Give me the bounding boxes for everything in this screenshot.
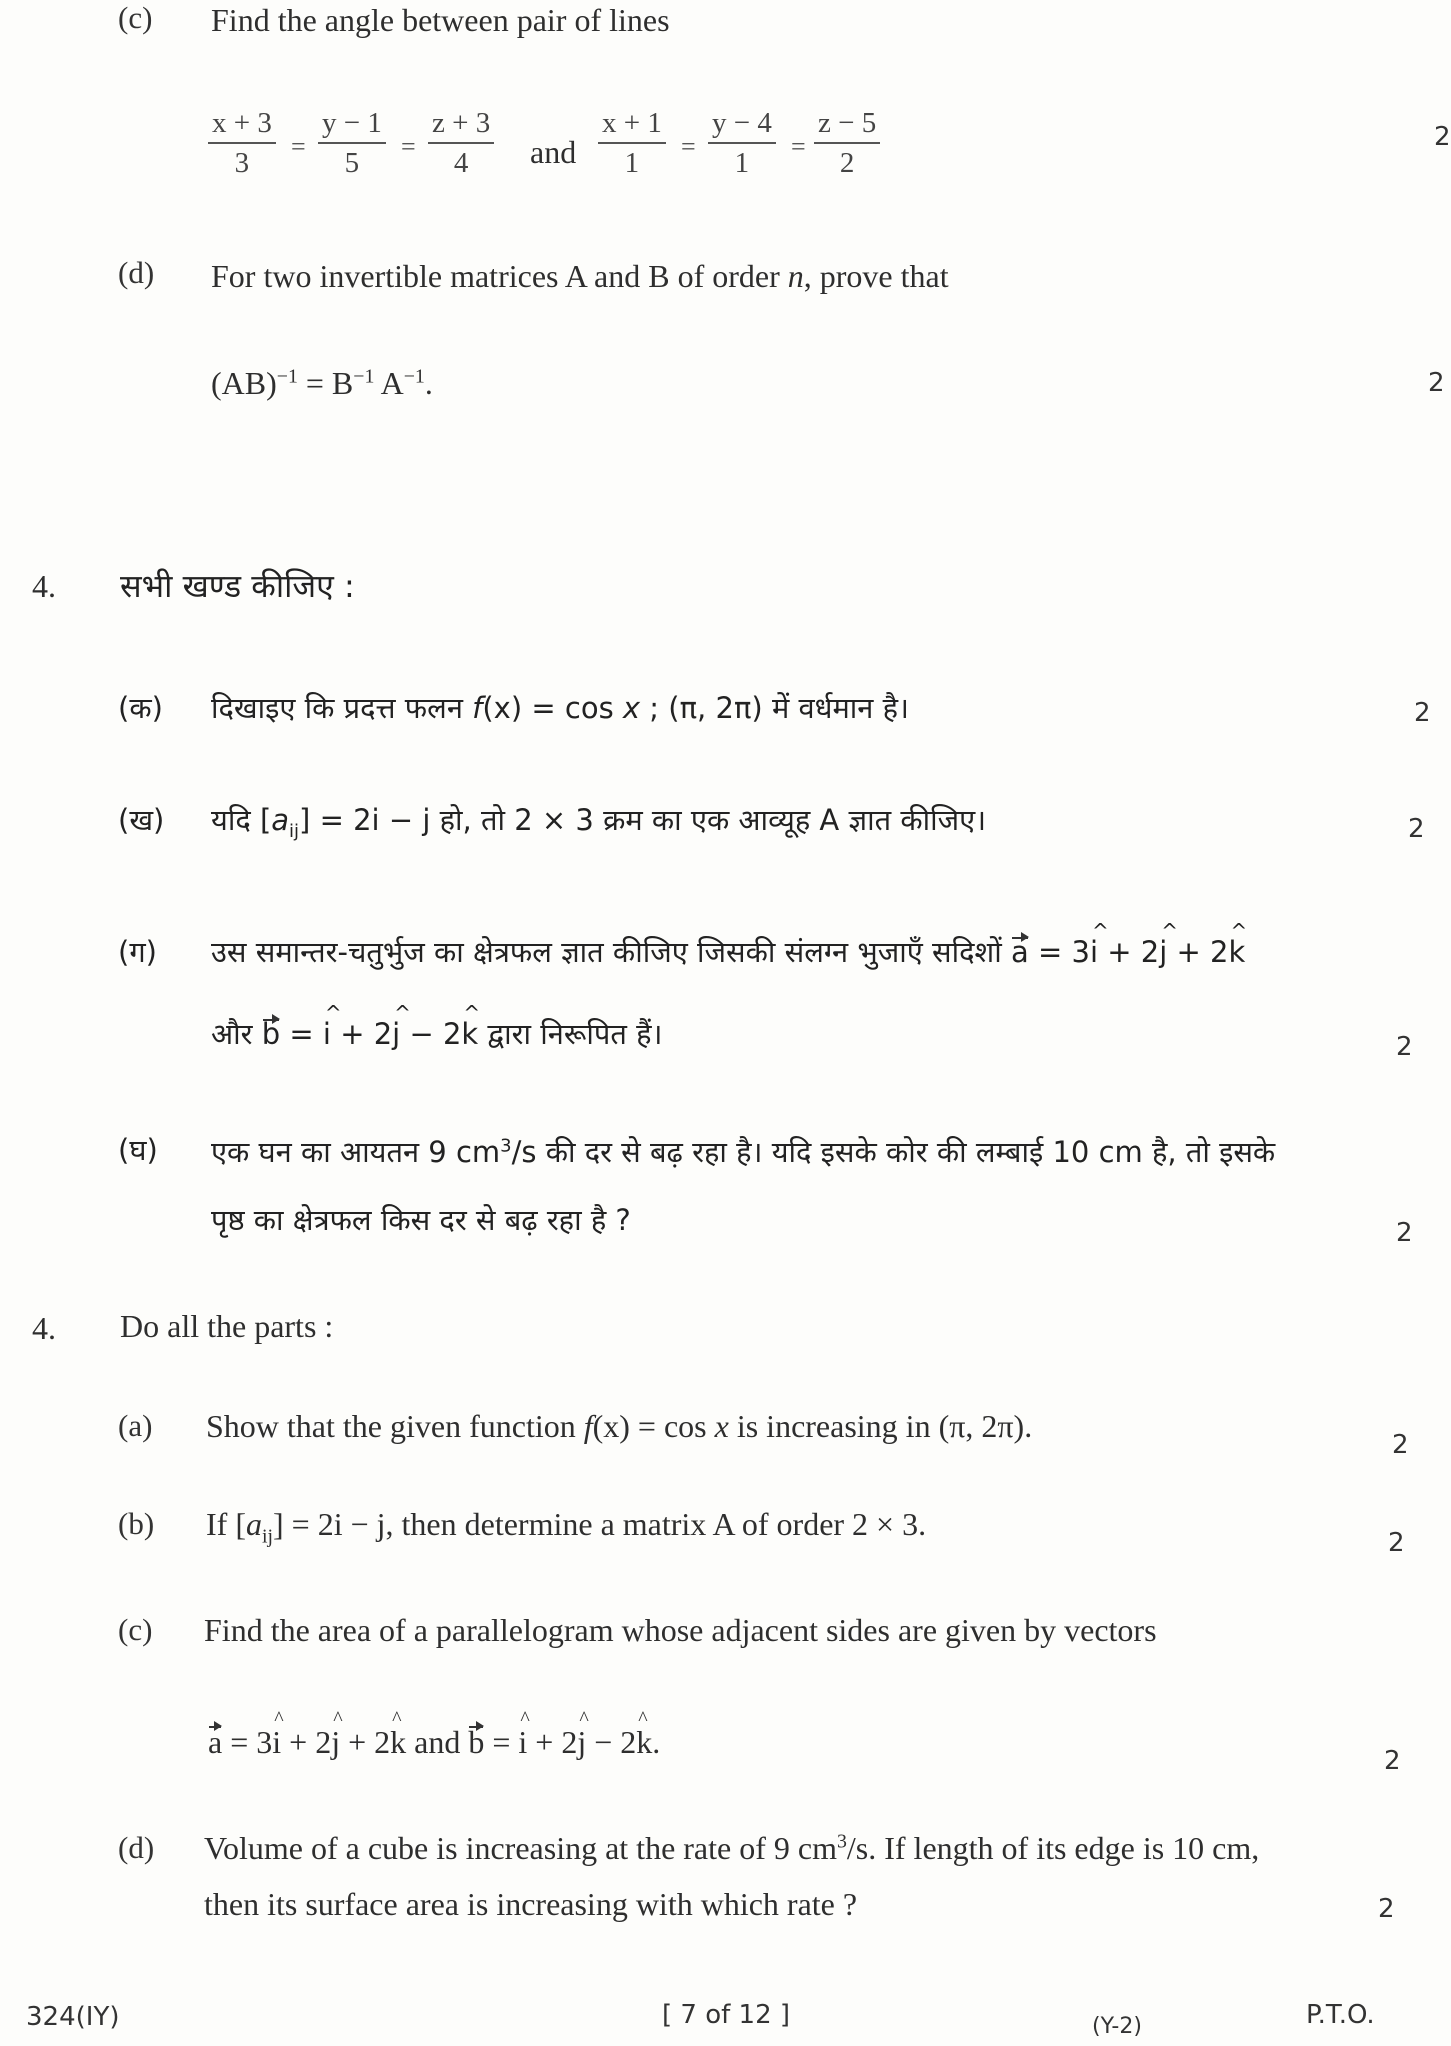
- marks: 2: [1396, 1032, 1413, 1062]
- equals-sign: =: [401, 132, 416, 161]
- marks: 2: [1414, 698, 1431, 728]
- fraction: $\frac{x + 1}{1}$: [598, 108, 666, 180]
- item-label-a: (a): [118, 1408, 153, 1443]
- item-label-b: (b): [118, 1506, 155, 1541]
- item-text-ga-line1: उस समान्तर-चतुर्भुज का क्षेत्रफल ज्ञात कीजिए जिसकी संलग्न भुजाएँ सदिशों a = 3^ i + 2^ j + 2^ k: [211, 932, 1245, 971]
- marks: 2: [1392, 1430, 1409, 1460]
- and-word: and: [530, 134, 577, 170]
- vector-a: a: [208, 1724, 223, 1760]
- item-label-kha: (ख): [118, 803, 165, 837]
- item-label-gha: (घ): [118, 1133, 158, 1167]
- item-label-ga: (ग): [118, 935, 157, 969]
- marks: 2: [1388, 1528, 1405, 1558]
- marks: 2: [1378, 1894, 1395, 1924]
- item-label-ka: (क): [118, 691, 163, 725]
- item-text-c-top: Find the angle between pair of lines: [211, 2, 670, 38]
- marks: 2: [1396, 1218, 1413, 1248]
- item-label-d: (d): [118, 1830, 155, 1865]
- marks: 2: [1384, 1746, 1401, 1776]
- fraction: $\frac{y - 1}{5}$: [318, 108, 386, 180]
- marks: 2: [1428, 368, 1445, 398]
- page-indicator: [ 7 of 12 ]: [662, 2000, 791, 2030]
- item-text-d-line2: then its surface area is increasing with which rate ?: [204, 1886, 858, 1922]
- equals-sign: =: [791, 132, 806, 161]
- heading-hindi: सभी खण्ड कीजिए :: [120, 567, 355, 605]
- item-text-b: If $[a_{ij}] = 2i - j$, then determine a matrix A of order 2 × 3.: [206, 1506, 927, 1548]
- formula-inverse-product: $(AB)^{-1} = B^{-1}$ $A^{-1}$.: [211, 365, 433, 401]
- item-text-d-top: For two invertible matrices A and B of order n, prove that: [211, 258, 949, 294]
- vector-b: b: [468, 1724, 485, 1760]
- item-text-c-line1: Find the area of a parallelogram whose adjacent sides are given by vectors: [204, 1612, 1157, 1648]
- item-text-a: Show that the given function f(x) = cos x is increasing in (π, 2π).: [206, 1408, 1033, 1444]
- fraction: $\frac{z - 5}{2}$: [814, 108, 880, 180]
- item-label-c-top: (c): [118, 0, 153, 35]
- equals-sign: =: [291, 132, 306, 161]
- item-text-kha: यदि $[a_{ij}] = 2i - j$ हो, तो 2 × 3 क्रम का एक आव्यूह A ज्ञात कीजिए।: [211, 803, 987, 842]
- item-text-ga-line2: और b = ^ i + 2^ j − 2^ k द्वारा निरूपित हैं।: [211, 1014, 662, 1053]
- item-text-c-vectors: a = 3^ i + 2^ j + 2^ k and b = ^ i + 2^ j − 2^ k.: [208, 1724, 660, 1761]
- item-text-gha-line2: पृष्ठ का क्षेत्रफल किस दर से बढ़ रहा है ?: [211, 1203, 631, 1237]
- marks: 2: [1408, 814, 1425, 844]
- series-code: (Y-2): [1092, 2014, 1142, 2039]
- fraction: $\frac{x + 3}{3}$: [208, 108, 276, 180]
- vector-a: a: [1010, 935, 1029, 969]
- heading-english: Do all the parts :: [120, 1308, 334, 1344]
- pto-text: P.T.O.: [1306, 2000, 1375, 2030]
- marks: 2: [1434, 122, 1451, 152]
- item-text-ka: दिखाइए कि प्रदत्त फलन f(x) = cos x ; (π, 2π) में वर्धमान है।: [211, 691, 910, 725]
- item-label-c: (c): [118, 1612, 153, 1647]
- item-text-d-line1: Volume of a cube is increasing at the rate of 9 $cm^3/s$. If length of its edge is 10 cm,: [204, 1830, 1260, 1866]
- item-label-d-top: (d): [118, 255, 155, 290]
- fraction: $\frac{y - 4}{1}$: [708, 108, 776, 180]
- fraction: $\frac{z + 3}{4}$: [428, 108, 494, 180]
- paper-code: 324(IY): [26, 2002, 120, 2032]
- equals-sign: =: [681, 132, 696, 161]
- vector-b: b: [261, 1017, 281, 1051]
- item-text-gha-line1: एक घन का आयतन 9 $cm^3/s$ की दर से बढ़ रहा है। यदि इसके कोर की लम्बाई 10 cm है, तो इसके: [211, 1135, 1276, 1169]
- question-number-hindi: 4.: [32, 568, 56, 604]
- question-number-english: 4.: [32, 1310, 56, 1346]
